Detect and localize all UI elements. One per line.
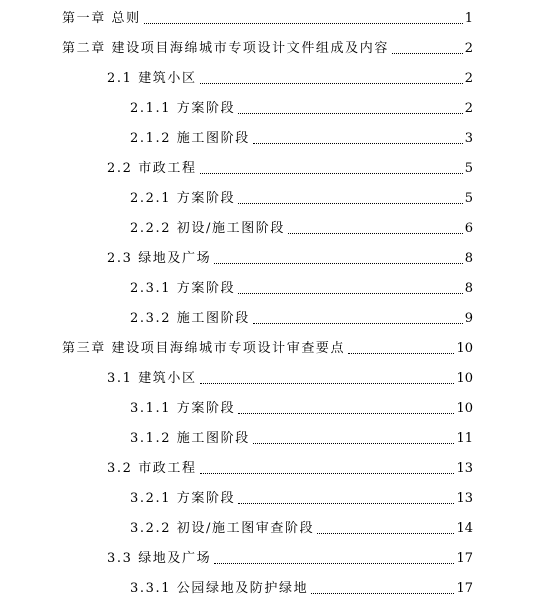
toc-entry-page: 2 — [464, 41, 473, 56]
toc-entry-page: 5 — [464, 161, 473, 176]
toc-entry-label: 2.3 绿地及广场 — [107, 251, 212, 266]
dot-leader — [144, 23, 463, 24]
dot-leader — [214, 263, 463, 264]
toc-entry-label: 2.3.1 方案阶段 — [130, 281, 236, 296]
toc-entry-label: 3.2 市政工程 — [107, 461, 197, 476]
dot-leader — [253, 443, 455, 444]
toc-entry-page: 6 — [464, 221, 473, 236]
toc-entry-section-3-3-1[interactable] — [130, 575, 473, 597]
dot-leader — [200, 383, 455, 384]
toc-entry-page: 14 — [456, 521, 473, 536]
dot-leader — [200, 173, 463, 174]
toc-entry-section-2-3-1[interactable] — [130, 275, 473, 297]
toc-entry-section-3-1-1[interactable] — [130, 395, 473, 417]
dot-leader — [392, 53, 463, 54]
toc-entry-section-3-2-1[interactable] — [130, 485, 473, 507]
toc-entry-section-3-2-2[interactable] — [130, 515, 473, 537]
toc-entry-section-3-2[interactable] — [107, 455, 473, 477]
dot-leader — [288, 233, 463, 234]
toc-entry-section-2-1[interactable] — [107, 65, 473, 87]
toc-entry-page: 17 — [456, 581, 473, 596]
dot-leader — [200, 83, 463, 84]
toc-entry-page: 1 — [464, 11, 473, 26]
toc-entry-label: 第二章 建设项目海绵城市专项设计文件组成及内容 — [62, 41, 389, 56]
toc-entry-page: 17 — [456, 551, 473, 566]
toc-entry-section-2-1-2[interactable] — [130, 125, 473, 147]
toc-entry-page: 2 — [464, 71, 473, 86]
toc-entry-page: 13 — [456, 491, 473, 506]
toc-entry-label: 2.2.1 方案阶段 — [130, 191, 236, 206]
dot-leader — [311, 593, 454, 594]
toc-entry-chapter-1[interactable] — [62, 5, 473, 27]
toc-entry-label: 2.1 建筑小区 — [107, 71, 197, 86]
toc-entry-page: 13 — [456, 461, 473, 476]
dot-leader — [348, 353, 454, 354]
toc-entry-label: 2.1.2 施工图阶段 — [130, 131, 250, 146]
toc-entry-label: 第一章 总则 — [62, 11, 141, 26]
toc-entry-page: 2 — [464, 101, 473, 116]
toc-entry-label: 2.3.2 施工图阶段 — [130, 311, 250, 326]
toc-entry-label: 2.2.2 初设/施工图阶段 — [130, 221, 285, 236]
toc-entry-page: 5 — [464, 191, 473, 206]
toc-entry-section-2-3-2[interactable] — [130, 305, 473, 327]
toc-entry-section-3-1-2[interactable] — [130, 425, 473, 447]
toc-entry-label: 3.1 建筑小区 — [107, 371, 197, 386]
toc-entry-section-2-2[interactable] — [107, 155, 473, 177]
toc-entry-page: 10 — [456, 401, 473, 416]
toc-entry-page: 10 — [456, 371, 473, 386]
dot-leader — [238, 503, 454, 504]
toc-entry-label: 3.2.1 方案阶段 — [130, 491, 236, 506]
toc-entry-page: 9 — [464, 311, 473, 326]
dot-leader — [238, 203, 463, 204]
dot-leader — [214, 563, 454, 564]
dot-leader — [238, 413, 454, 414]
toc-entry-section-2-1-1[interactable] — [130, 95, 473, 117]
toc-entry-label: 3.2.2 初设/施工图审查阶段 — [130, 521, 315, 536]
toc-entry-section-2-3[interactable] — [107, 245, 473, 267]
dot-leader — [253, 323, 463, 324]
toc-entry-label: 3.1.1 方案阶段 — [130, 401, 236, 416]
toc-entry-section-3-3[interactable] — [107, 545, 473, 567]
toc-entry-section-2-2-1[interactable] — [130, 185, 473, 207]
toc-entry-label: 3.3.1 公园绿地及防护绿地 — [130, 581, 309, 596]
toc-entry-section-2-2-2[interactable] — [130, 215, 473, 237]
toc-entry-page: 8 — [464, 251, 473, 266]
toc-entry-label: 第三章 建设项目海绵城市专项设计审查要点 — [62, 341, 346, 356]
toc-entry-label: 2.1.1 方案阶段 — [130, 101, 236, 116]
toc-entry-chapter-3[interactable] — [62, 335, 473, 357]
toc-entry-label: 2.2 市政工程 — [107, 161, 197, 176]
toc-entry-page: 11 — [456, 431, 473, 446]
toc-entry-label: 3.3 绿地及广场 — [107, 551, 212, 566]
toc-entry-section-3-1[interactable] — [107, 365, 473, 387]
dot-leader — [238, 293, 463, 294]
toc-entry-label: 3.1.2 施工图阶段 — [130, 431, 250, 446]
dot-leader — [317, 533, 454, 534]
dot-leader — [253, 143, 463, 144]
toc-entry-page: 3 — [464, 131, 473, 146]
dot-leader — [238, 113, 463, 114]
toc-entry-chapter-2[interactable] — [62, 35, 473, 57]
toc-entry-page: 8 — [464, 281, 473, 296]
dot-leader — [200, 473, 455, 474]
toc-entry-page: 10 — [456, 341, 473, 356]
